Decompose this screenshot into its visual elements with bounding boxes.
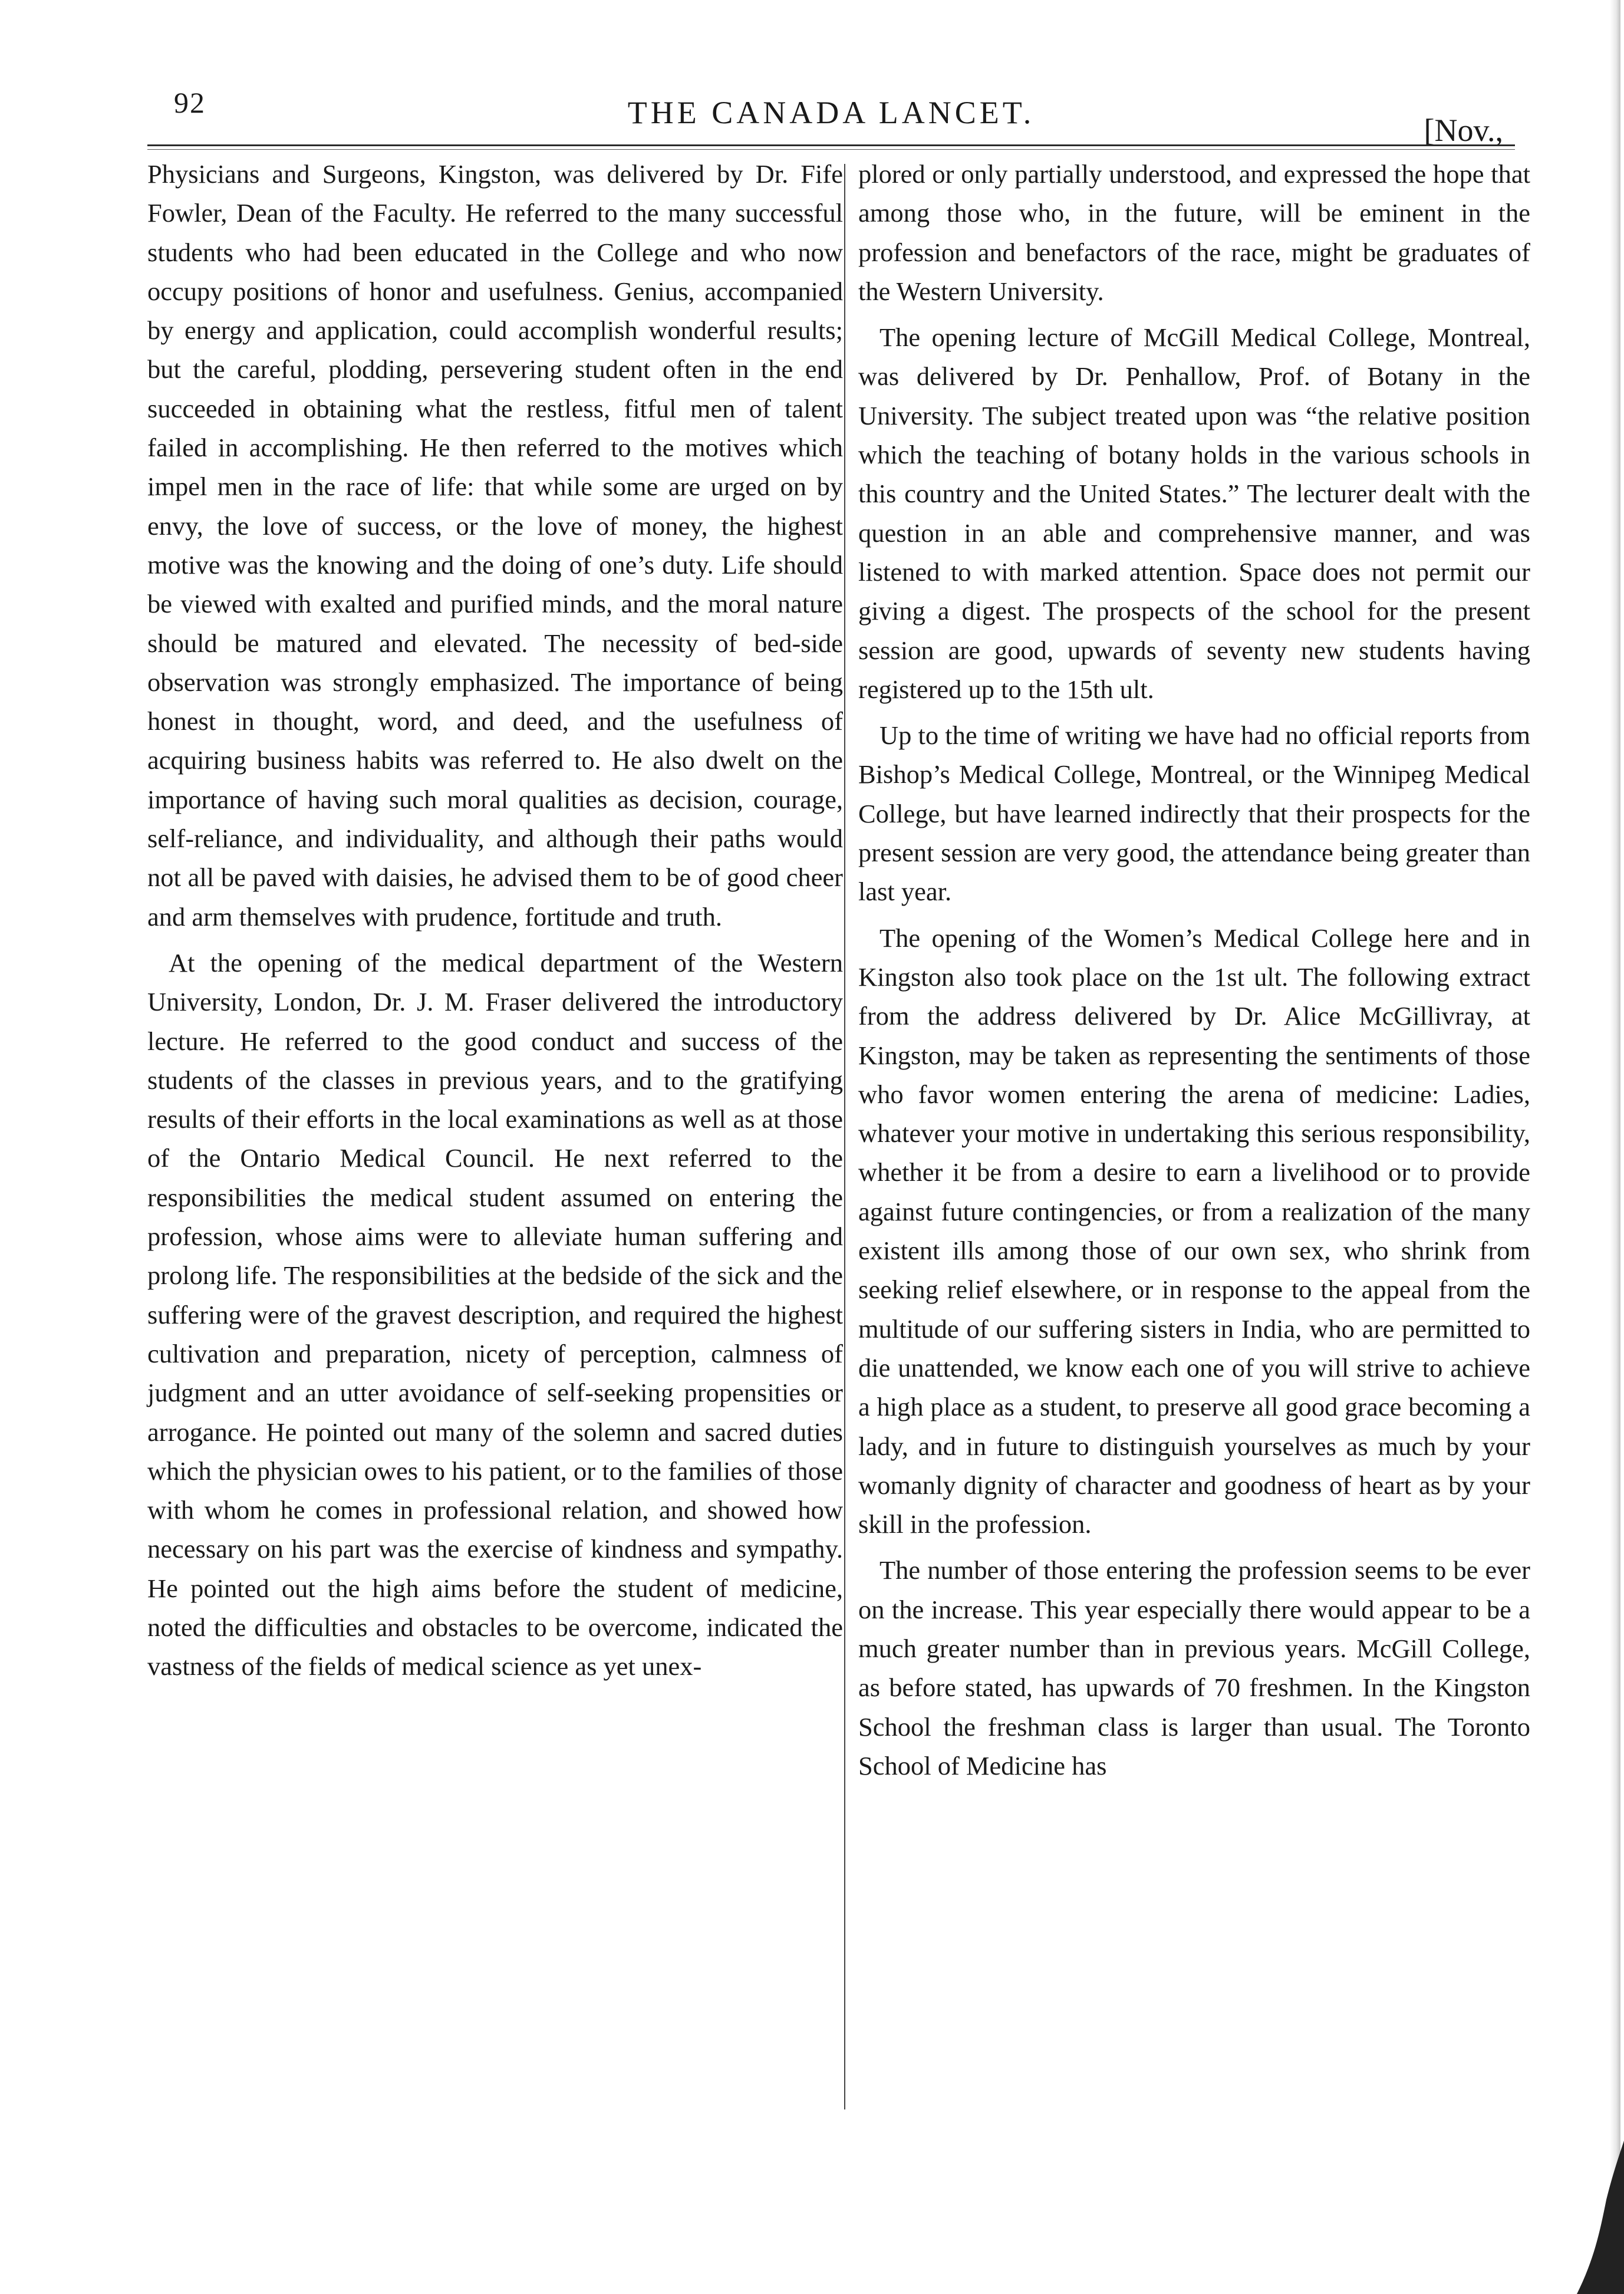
paragraph: The opening lecture of McGill Medical College, Montreal, was delivered by Dr. Penhallow, Prof. of Botany in the University. The subject treated upon was “the relative position which the teaching of botany holds in the various schools in this country and the United States.” The lecturer dealt with the question in an able and comprehensive manner, and was listened to with marked attention. Space does not permit our giving a digest. The prospects of the school for the present session are good, upwards of seventy new students having registered up to the 15th ult. bbox=[858, 322, 1530, 704]
paragraph: Physicians and Surgeons, Kingston, was delivered by Dr. Fife Fowler, Dean of the Faculty. He referred to the many successful students who had been educated in the College and who now occupy positions of honor and usefulness. Genius, accompanied by energy and application, could accomplish wonderful results; but the careful, plodding, persevering student often in the end succeeded in obtaining what the restless, fitful men of talent failed in accomplishing. He then referred to the motives which impel men in the race of life: that while some are urged on by envy, the love of success, or the love of money, the highest motive was the knowing and the doing of one’s duty. Life should be viewed with exalted and purified minds, and the moral nature should be matured and elevated. The necessity of bed-side observation was strongly emphasized. The importance of being honest in thought, word, and deed, and the usefulness of acquiring business habits was referred to. He also dwelt on the importance of having such moral qualities as decision, courage, self-reliance, and individuality, and although their paths would not all be paved with daisies, he advised them to be of good cheer and arm themselves with prudence, fortitude and truth. bbox=[147, 159, 843, 932]
page-corner-curl bbox=[1559, 2141, 1624, 2294]
header-rule-thin bbox=[147, 149, 1515, 150]
right-column bbox=[858, 154, 1530, 1792]
paragraph: The opening of the Women’s Medical College here and in Kingston also took place on the 1st ult. The following extract from the address delivered by Dr. Alice McGillivray, at Kingston, may be taken as representing the sentiments of those who favor women entering the arena of medicine: Ladies, whatever your motive in undertaking this serious responsibility, whether it be from a desire to earn a livelihood or to provide against future contingencies, or from a realization of the many existent ills among those of our own sex, who shrink from seeking relief elsewhere, or in response to the appeal from the multitude of our suffering sisters in India, who are permitted to die unattended, we know each one of you will strive to achieve a high place as a student, to preserve all good grace becoming a lady, and in future to distinguish yourselves as much by your womanly dignity of character and goodness of heart as by your skill in the profession. bbox=[858, 923, 1530, 1539]
page-number: 92 bbox=[174, 86, 206, 119]
issue-month: [Nov., bbox=[1424, 113, 1503, 148]
column-divider bbox=[844, 164, 845, 2109]
running-header bbox=[147, 83, 1515, 153]
page-edge-shadow bbox=[1610, 0, 1620, 2294]
paragraph: Up to the time of writing we have had no official reports from Bishop’s Medical College, Montreal, or the Winnipeg Medical College, but have learned indirectly that their prospects for the present session are very good, the attendance being greater than last year. bbox=[858, 720, 1530, 907]
paragraph: At the opening of the medical department of the Western University, London, Dr. J. M. Fraser delivered the introductory lecture. He referred to the good conduct and success of the students of the classes in previous years, and to the gratifying results of their efforts in the local examinations as well as at those of the Ontario Medical Council. He next referred to the responsibilities the medical student assumed on entering the profession, whose aims were to alleviate human suffering and prolong life. The responsibilities at the bedside of the sick and the suffering were of the gravest description, and required the highest cultivation and preparation, nicety of perception, calmness of judgment and an utter avoidance of self-seeking propensities or arrogance. He pointed out many of the solemn and sacred duties which the physician owes to his patient, or to the families of those with whom he comes in professional relation, and showed how necessary on his part was the exercise of kindness and sympathy. He pointed out the high aims before the student of medicine, noted the difficulties and obstacles to be overcome, indicated the vastness of the fields of medical science as yet unex- bbox=[147, 947, 843, 1681]
paragraph: plored or only partially understood, and expressed the hope that among those who, in the future, will be eminent in the profession and benefactors of the race, might be graduates of the Western University. bbox=[858, 159, 1530, 306]
journal-title: THE CANADA LANCET. bbox=[627, 95, 1035, 130]
header-rule bbox=[147, 144, 1515, 146]
paragraph: The number of those entering the profession seems to be ever on the increase. This year especially there would appear to be a much greater number than in previous years. McGill College, as before stated, has upwards of 70 freshmen. In the Kingston School the freshman class is larger than usual. The Toronto School of Medicine has bbox=[858, 1555, 1530, 1780]
left-column bbox=[147, 154, 843, 1693]
